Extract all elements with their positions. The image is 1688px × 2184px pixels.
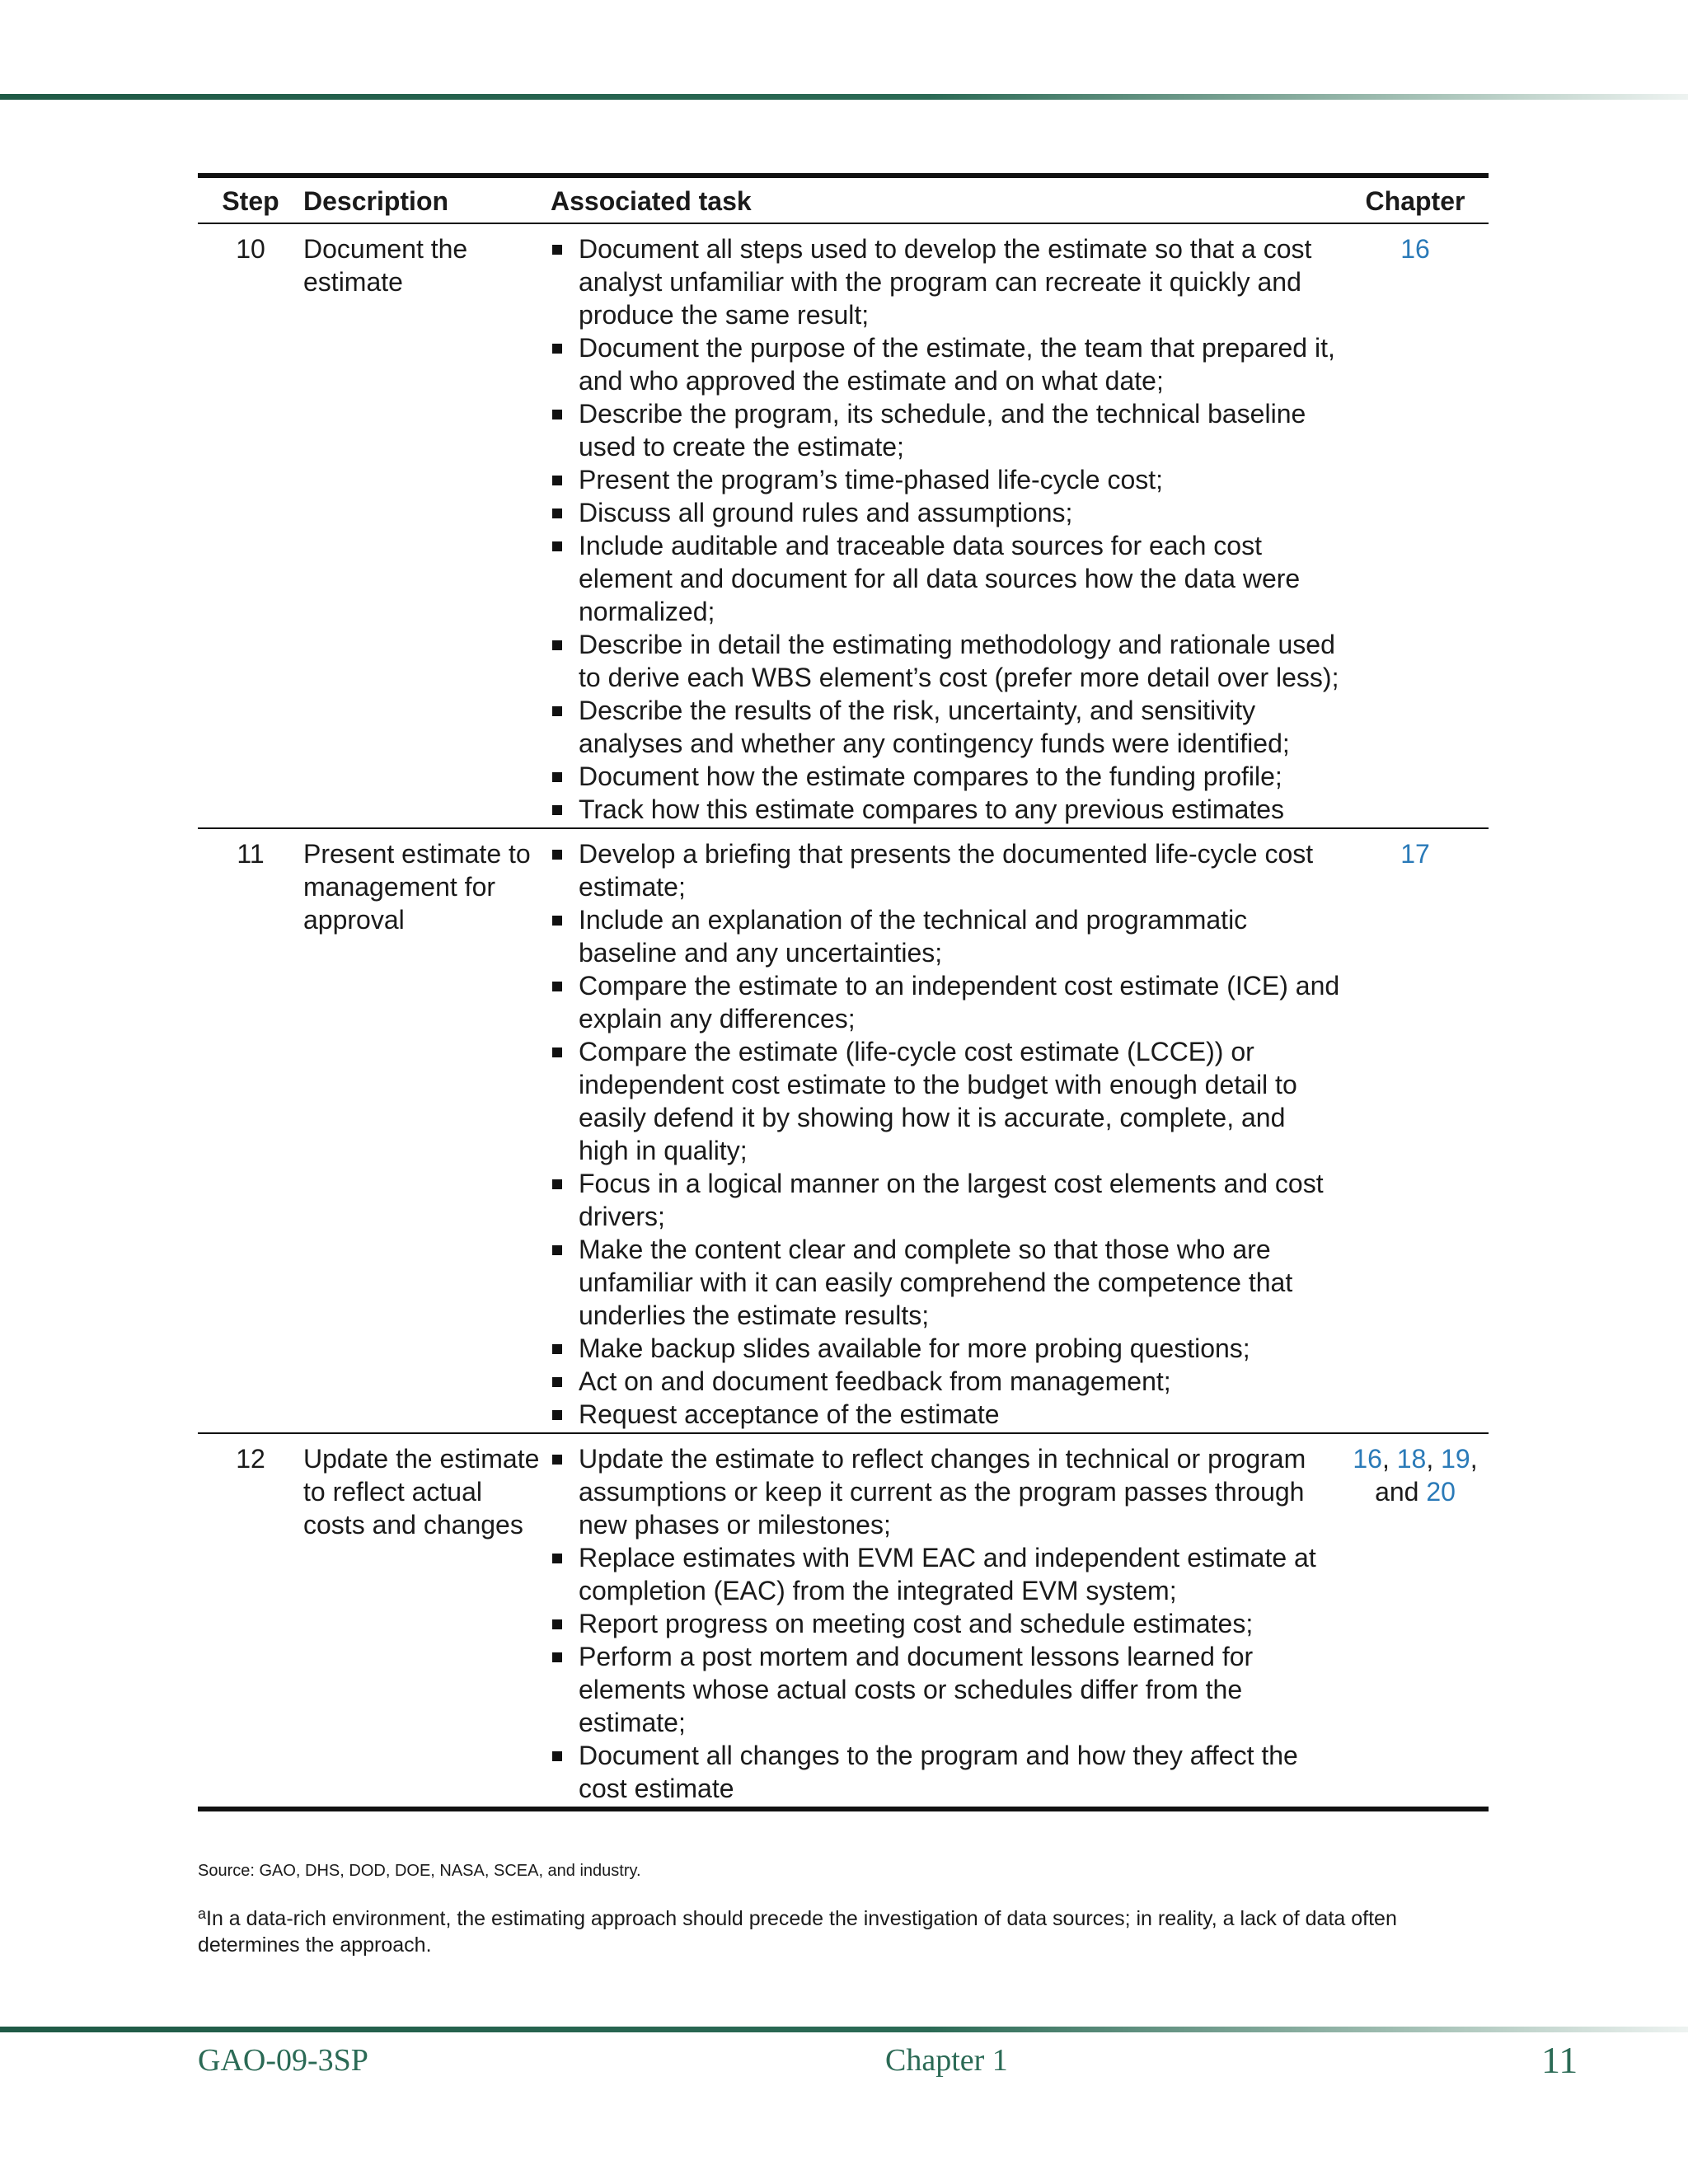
footer-doc-id: GAO-09-3SP <box>198 2043 368 2078</box>
task-item: Make backup slides available for more probing questions; <box>551 1332 1342 1365</box>
cost-estimate-steps-table <box>198 173 1489 1811</box>
page-number: 11 <box>1541 2039 1578 2081</box>
header-step: Step <box>222 186 279 216</box>
task-item: Include auditable and traceable data sources for each cost element and document for all data sources how the data were normalized; <box>551 529 1342 628</box>
chapter-link[interactable]: 20 <box>1426 1477 1456 1507</box>
step-number: 12 <box>236 1444 265 1474</box>
header-chapter: Chapter <box>1365 186 1465 216</box>
header-description: Description <box>303 186 449 216</box>
task-item: Include an explanation of the technical and programmatic baseline and any uncertainties; <box>551 903 1342 969</box>
task-item: Describe the results of the risk, uncertainty, and sensitivity analyses and whether any contingency funds were identified; <box>551 694 1342 760</box>
task-item: Update the estimate to reflect changes in technical or program assumptions or keep it current as the program passes through new phases or milestones; <box>551 1442 1342 1541</box>
task-item: Develop a briefing that presents the documented life-cycle cost estimate; <box>551 837 1342 903</box>
header-associated-task: Associated task <box>551 186 752 216</box>
cost-estimate-steps-table-container <box>198 173 1489 1811</box>
chapter-cell <box>1342 223 1489 828</box>
task-item: Act on and document feedback from management; <box>551 1365 1342 1398</box>
task-item: Describe the program, its schedule, and the technical baseline used to create the estimate; <box>551 397 1342 463</box>
task-item: Focus in a logical manner on the largest cost elements and cost drivers; <box>551 1167 1342 1233</box>
task-item: Document all steps used to develop the estimate so that a cost analyst unfamiliar with the program can recreate it quickly and produce the same result; <box>551 232 1342 331</box>
task-item: Discuss all ground rules and assumptions; <box>551 496 1342 529</box>
footer-chapter-label: Chapter 1 <box>885 2043 1008 2078</box>
chapter-cell <box>1342 1433 1489 1809</box>
chapter-separator: , <box>1426 1444 1442 1474</box>
task-item: Replace estimates with EVM EAC and independent estimate at completion (EAC) from the integrated EVM system; <box>551 1541 1342 1607</box>
task-item: Document all changes to the program and how they affect the cost estimate <box>551 1739 1342 1805</box>
chapter-link[interactable]: 18 <box>1396 1444 1427 1474</box>
table-header-row <box>198 176 1489 223</box>
chapter-link[interactable]: 16 <box>1400 234 1430 264</box>
table-source-note: Source: GAO, DHS, DOD, DOE, NASA, SCEA, and industry. <box>198 1862 641 1880</box>
table-row <box>198 1433 1489 1809</box>
task-item: Document the purpose of the estimate, the team that prepared it, and who approved the estimate and on what date; <box>551 331 1342 397</box>
table-row <box>198 223 1489 828</box>
chapter-and-text: and <box>1375 1477 1419 1507</box>
task-item: Compare the estimate (life-cycle cost estimate (LCCE)) or independent cost estimate to the budget with enough detail to easily defend it by showing how it is accurate, complete, and high in quality; <box>551 1035 1342 1167</box>
task-item: Describe in detail the estimating methodology and rationale used to derive each WBS element’s cost (prefer more detail over less); <box>551 628 1342 694</box>
task-item: Report progress on meeting cost and schedule estimates; <box>551 1607 1342 1640</box>
task-item: Make the content clear and complete so that those who are unfamiliar with it can easily comprehend the competence that underlies the estimate results; <box>551 1233 1342 1332</box>
step-description: Present estimate to management for approval <box>303 839 531 935</box>
task-item: Perform a post mortem and document lessons learned for elements whose actual costs or schedules differ from the estimate; <box>551 1640 1342 1739</box>
footnote-marker: a <box>198 1905 207 1922</box>
task-item: Track how this estimate compares to any previous estimates <box>551 793 1342 826</box>
header-rule <box>0 94 1688 100</box>
task-item: Present the program’s time-phased life-cycle cost; <box>551 463 1342 496</box>
chapter-separator: , <box>1470 1444 1478 1474</box>
task-item: Compare the estimate to an independent cost estimate (ICE) and explain any differences; <box>551 969 1342 1035</box>
footnote <box>198 1900 1489 1958</box>
step-number: 11 <box>237 839 265 869</box>
chapter-cell <box>1342 828 1489 1433</box>
footer-rule <box>0 2027 1688 2032</box>
step-description: Update the estimate to reflect actual costs and changes <box>303 1444 540 1540</box>
step-description: Document the estimate <box>303 234 468 297</box>
associated-tasks <box>551 223 1342 828</box>
table-row <box>198 828 1489 1433</box>
chapter-link[interactable]: 17 <box>1400 839 1430 869</box>
task-item: Document how the estimate compares to the funding profile; <box>551 760 1342 793</box>
chapter-link[interactable]: 16 <box>1353 1444 1382 1474</box>
associated-tasks <box>551 828 1342 1433</box>
footnote-text: In a data-rich environment, the estimating approach should precede the investigation of data sources; in reality, a lack of data often determines the approach. <box>198 1907 1397 1957</box>
chapter-separator: , <box>1381 1444 1397 1474</box>
step-number: 10 <box>236 234 265 264</box>
associated-tasks <box>551 1433 1342 1809</box>
task-item: Request acceptance of the estimate <box>551 1398 1342 1431</box>
chapter-link[interactable]: 19 <box>1441 1444 1470 1474</box>
